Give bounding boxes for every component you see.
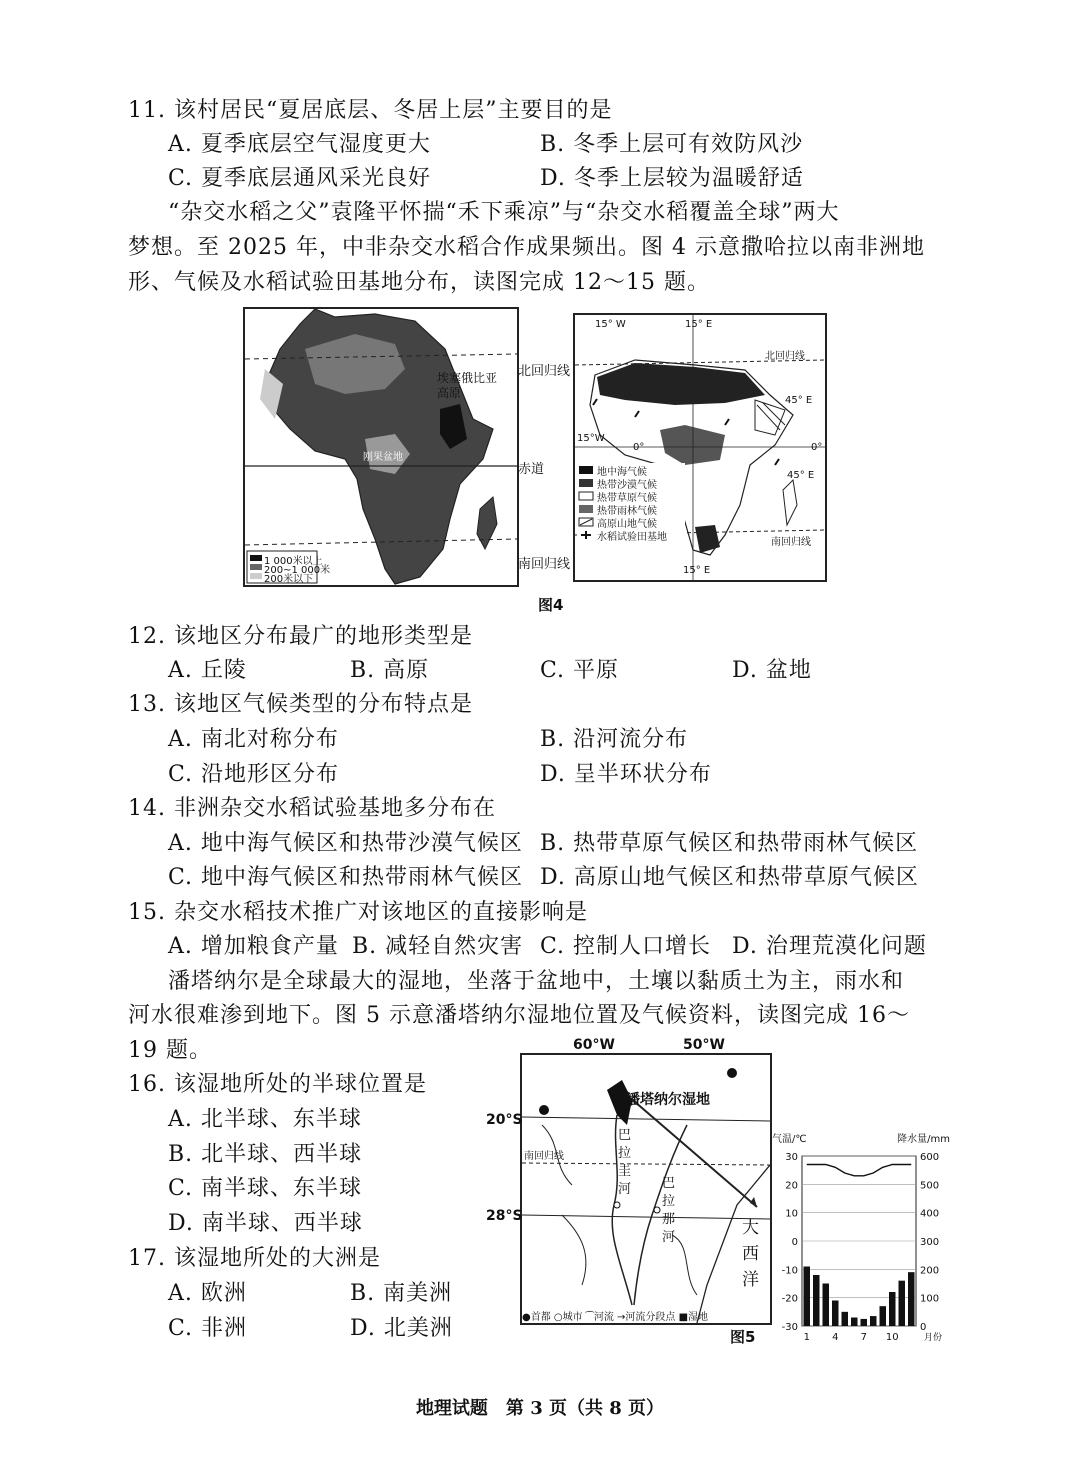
q12-option-d: D. 盆地 — [732, 658, 812, 683]
precip-bar — [861, 1319, 868, 1326]
legend-label-mediterranean: 地中海气候 — [597, 467, 647, 478]
q13-option-a: A. 南北对称分布 — [168, 727, 339, 752]
q13-option-b: B. 沿河流分布 — [540, 727, 689, 752]
tropic-capricorn-label: 南回归线 — [524, 1151, 564, 1162]
lon-50w-label: 50°W — [683, 1037, 725, 1053]
precip-bar — [908, 1272, 915, 1326]
pointer-arrow — [627, 1095, 757, 1207]
passage1-line1: “杂交水稻之父”袁隆平怀揣“禾下乘凉”与“杂交水稻覆盖全球”两大 — [168, 200, 840, 225]
x-axis-label: 月份 — [924, 1333, 943, 1343]
zero-left-label: 0° — [633, 442, 645, 453]
q17-stem: 17. 该湿地所处的大洲是 — [128, 1246, 381, 1271]
q12-option-b: B. 高原 — [350, 658, 430, 683]
temp-tick-label: -20 — [781, 1293, 798, 1305]
temp-tick-label: -30 — [781, 1322, 798, 1333]
legend-label-desert: 热带沙漠气候 — [597, 480, 657, 491]
legend-label-savanna: 热带草原气候 — [597, 493, 657, 504]
parana-river-label: 巴拉那河 — [662, 1176, 676, 1245]
congo-basin-label: 刚果盆地 — [363, 452, 403, 463]
q11-stem: 11. 该村居民“夏居底层、冬居上层”主要目的是 — [128, 98, 613, 123]
precip-bar — [823, 1284, 830, 1327]
lon-60w-label: 60°W — [573, 1037, 615, 1053]
fig4-terrain-map — [243, 307, 519, 587]
right-tropic-south-label: 南回归线 — [771, 537, 811, 548]
lat-20s-line — [522, 1117, 770, 1121]
legend-label-rainforest: 热带雨林气候 — [597, 506, 657, 517]
left-equator-label: 赤道 — [518, 462, 545, 477]
atlantic-label: 大西洋 — [742, 1218, 759, 1290]
q16-option-b: B. 北半球、西半球 — [168, 1142, 363, 1167]
madagascar — [477, 497, 497, 549]
lon-15w-top-label: 15° W — [595, 319, 626, 330]
capital-marker-2 — [539, 1105, 549, 1115]
parana-river — [634, 1125, 687, 1305]
precip-bar — [870, 1316, 877, 1326]
legend-savanna — [579, 492, 593, 500]
q14-option-b: B. 热带草原气候区和热带雨林气候区 — [540, 831, 919, 856]
city-marker — [614, 1202, 620, 1208]
q17-option-b: B. 南美洲 — [350, 1281, 453, 1306]
passage2-line1: 潘塔纳尔是全球最大的湿地，坐落于盆地中，土壤以黏质土为主，雨水和 — [168, 969, 905, 994]
temp-tick-label: 10 — [785, 1208, 798, 1220]
precip-tick-label: 500 — [920, 1180, 940, 1192]
temp-tick-label: -10 — [781, 1265, 798, 1277]
month-tick-label: 1 — [803, 1332, 810, 1343]
legend-swatch-low — [250, 573, 262, 579]
precip-bar — [804, 1267, 811, 1327]
month-tick-label: 10 — [885, 1332, 899, 1343]
passage1-line2: 梦想。至 2025 年，中非杂交水稻合作成果频出。图 4 示意撒哈拉以南非洲地 — [128, 235, 925, 260]
legend-label-highland: 高原山地气候 — [597, 519, 657, 530]
q12-option-a: A. 丘陵 — [168, 658, 247, 683]
wetland-label: 潘塔纳尔湿地 — [626, 1092, 710, 1108]
q11-option-d: D. 冬季上层较为温暖舒适 — [540, 166, 804, 191]
precip-tick-label: 0 — [920, 1322, 927, 1333]
q12-stem: 12. 该地区分布最广的地形类型是 — [128, 624, 473, 649]
madagascar-outline — [783, 480, 797, 525]
right-tropic-north-label: 北回归线 — [765, 351, 805, 362]
precip-tick-label: 100 — [920, 1293, 940, 1305]
legend-swatch-high — [250, 555, 262, 561]
precip-tick-label: 600 — [920, 1152, 940, 1163]
legend-rainforest — [579, 505, 593, 513]
precip-bar — [889, 1292, 896, 1326]
lon-45e-top-label: 45° E — [785, 395, 813, 406]
q14-option-a: A. 地中海气候区和热带沙漠气候区 — [168, 831, 523, 856]
temp-tick-label: 30 — [785, 1152, 798, 1163]
coastline — [697, 1165, 770, 1323]
temp-tick-label: 0 — [791, 1237, 798, 1248]
precip-bar — [832, 1301, 839, 1327]
legend-mediterranean — [579, 466, 593, 474]
lon-15e-bottom-label: 15° E — [683, 565, 711, 576]
q15-option-d: D. 治理荒漠化问题 — [732, 934, 927, 959]
passage2-line2: 河水很难渗到地下。图 5 示意潘塔纳尔湿地位置及气候资料，读图完成 16～ — [128, 1003, 910, 1028]
city-marker-2 — [654, 1207, 660, 1213]
lon-15e-top-label: 15° E — [685, 319, 713, 330]
q16-option-d: D. 南半球、西半球 — [168, 1211, 363, 1236]
precip-tick-label: 300 — [920, 1237, 940, 1248]
precip-bar — [880, 1306, 887, 1326]
fig4-climate-map — [573, 313, 827, 582]
q14-option-d: D. 高原山地气候区和热带草原气候区 — [540, 865, 919, 890]
pointer-arrowhead — [750, 1197, 757, 1207]
passage1-line3: 形、气候及水稻试验田基地分布，读图完成 12～15 题。 — [128, 270, 710, 295]
q16-stem: 16. 该湿地所处的半球位置是 — [128, 1072, 427, 1097]
q13-stem: 13. 该地区气候类型的分布特点是 — [128, 692, 473, 717]
legend-high-label: 1 000米以上 — [264, 556, 323, 567]
lat-20s-label: 20°S — [486, 1112, 523, 1128]
climate-chart-svg — [770, 1126, 952, 1344]
q11-option-b: B. 冬季上层可有效防风沙 — [540, 132, 804, 157]
q17-option-a: A. 欧洲 — [168, 1281, 247, 1306]
terrain-map-svg — [245, 309, 517, 585]
left-tropic-south-label: 南回归线 — [518, 557, 571, 572]
precip-bar — [899, 1281, 906, 1326]
q16-option-a: A. 北半球、东半球 — [168, 1107, 362, 1132]
q15-option-a: A. 增加粮食产量 — [168, 934, 339, 959]
zero-right-label: 0° — [811, 442, 823, 453]
left-tropic-north-label: 北回归线 — [518, 364, 571, 379]
ethiopian-highland-label: 埃塞俄比亚高原 — [437, 371, 498, 400]
precip-bar — [842, 1312, 849, 1326]
precip-tick-label: 400 — [920, 1208, 940, 1220]
legend-mid-label: 200~1 000米 — [264, 565, 331, 576]
q11-option-c: C. 夏季底层通风采光良好 — [168, 166, 432, 191]
q14-option-c: C. 地中海气候区和热带雨林气候区 — [168, 865, 524, 890]
q17-option-c: C. 非洲 — [168, 1316, 248, 1341]
q15-option-c: C. 控制人口增长 — [540, 934, 712, 959]
q15-option-b: B. 减轻自然灾害 — [352, 934, 524, 959]
q17-option-d: D. 北美洲 — [350, 1316, 453, 1341]
q14-stem: 14. 非洲杂交水稻试验基地多分布在 — [128, 796, 496, 821]
legend-desert — [579, 479, 593, 487]
legend-low-label: 200米以下 — [264, 574, 314, 585]
page-footer: 地理试题 第 3 页（共 8 页） — [415, 1398, 665, 1419]
climate-chart — [770, 1126, 952, 1344]
fig5-wetland-map — [520, 1053, 772, 1325]
passage2-line3: 19 题。 — [128, 1038, 212, 1063]
precip-axis-label: 降水量/mm — [897, 1134, 950, 1145]
q15-stem: 15. 杂交水稻技术推广对该地区的直接影响是 — [128, 900, 588, 925]
fig5-caption: 图5 — [730, 1328, 756, 1346]
precip-bar — [813, 1275, 820, 1326]
q13-option-c: C. 沿地形区分布 — [168, 762, 340, 787]
temp-axis-label: 气温/℃ — [772, 1134, 807, 1145]
q12-option-c: C. 平原 — [540, 658, 620, 683]
lat-28s-label: 28°S — [486, 1208, 523, 1224]
paraguay-river-label: 巴拉圭河 — [618, 1128, 632, 1197]
capital-marker — [727, 1068, 737, 1078]
temp-tick-label: 20 — [785, 1180, 798, 1192]
fig4-caption: 图4 — [538, 596, 564, 614]
legend-swatch-mid — [250, 564, 262, 570]
map-legend: ●首都 ○城市 ⁀河流 →河流分段点 ■湿地 — [522, 1312, 709, 1323]
precip-tick-label: 200 — [920, 1265, 940, 1277]
lon-15w-mid-label: 15°W — [577, 433, 605, 444]
precip-bar — [851, 1318, 858, 1327]
month-tick-label: 4 — [832, 1332, 839, 1343]
q16-option-c: C. 南半球、东半球 — [168, 1176, 363, 1201]
legend-label-rice-base: 水稻试验田基地 — [597, 532, 667, 543]
q13-option-d: D. 呈半环状分布 — [540, 762, 712, 787]
lon-45e-mid-label: 45° E — [787, 470, 815, 481]
month-tick-label: 7 — [860, 1332, 867, 1343]
q11-option-a: A. 夏季底层空气湿度更大 — [168, 132, 431, 157]
